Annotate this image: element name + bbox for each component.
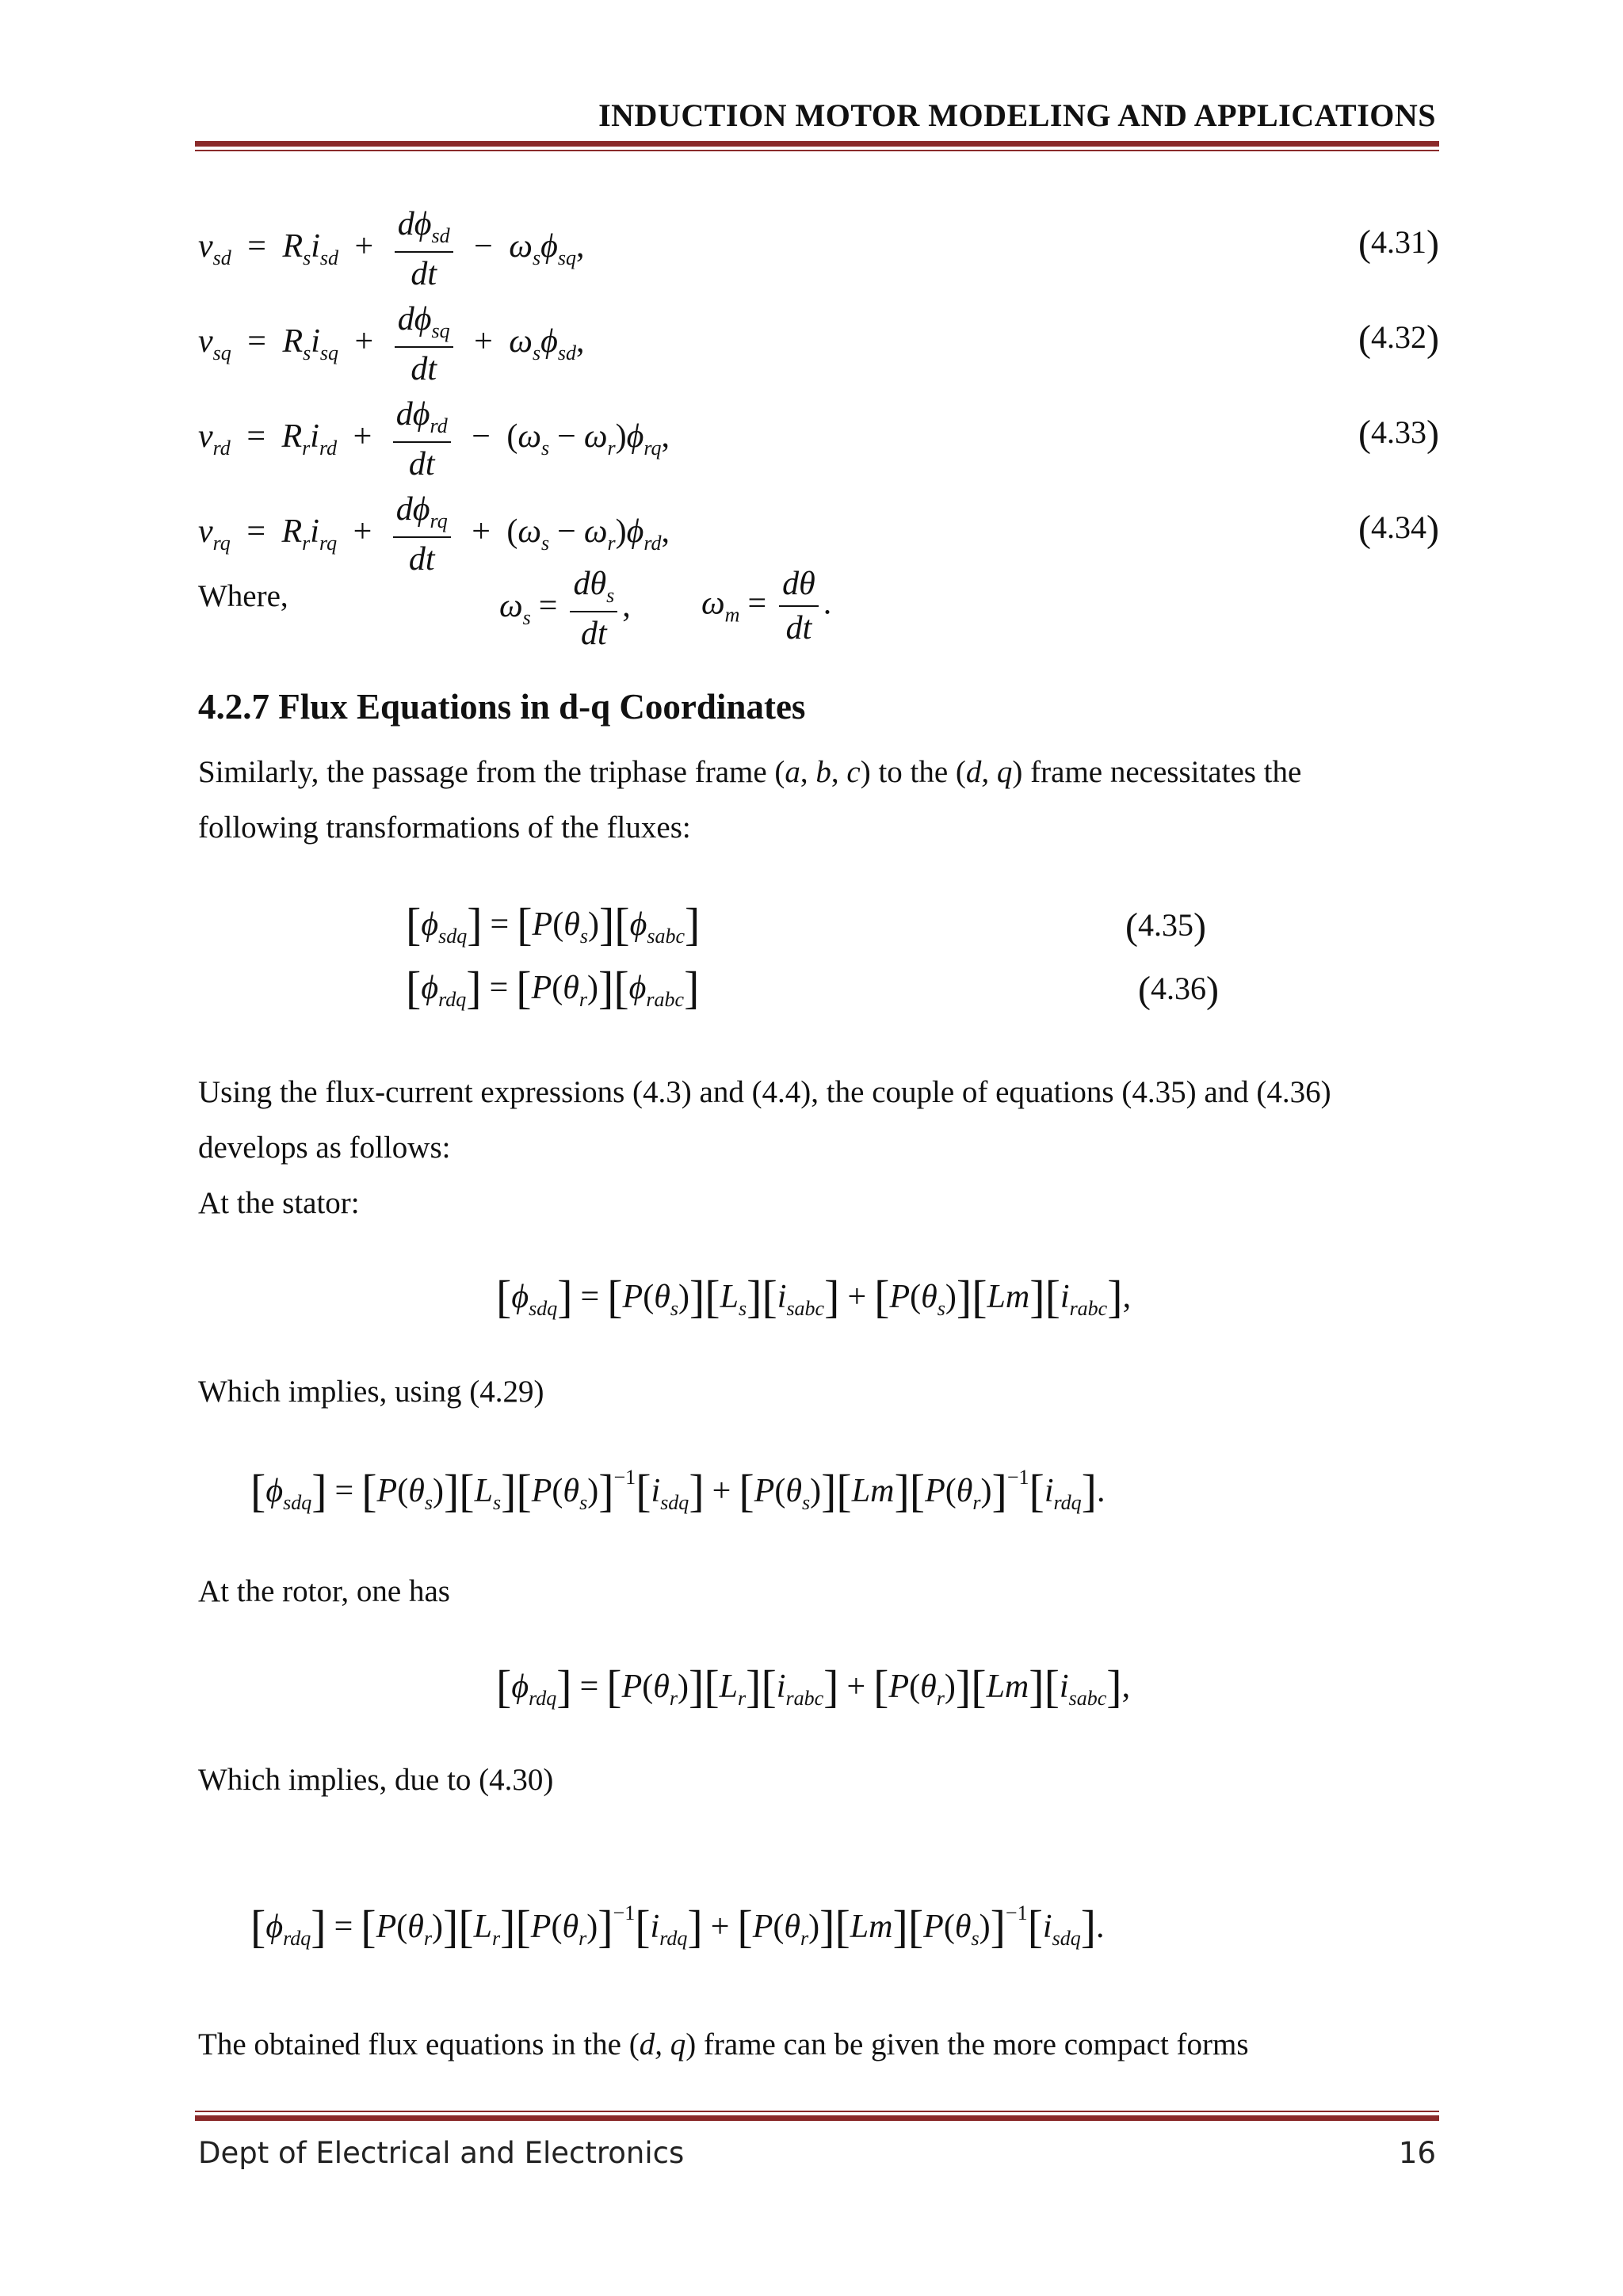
equation-number-4-35: (4.35) — [1125, 906, 1206, 948]
equation-4-35: $[\phi_{sdq}] = [P(\theta_s)][\phi_{sabc}]$ — [406, 898, 701, 950]
footer-rule-thin — [195, 2111, 1439, 2112]
running-header: INDUCTION MOTOR MODELING AND APPLICATIONS — [598, 97, 1436, 133]
equation-number-4-32: (4.32) — [1358, 318, 1439, 360]
page-number: 16 — [1398, 2136, 1436, 2170]
equation-number-4-34: (4.34) — [1358, 508, 1439, 550]
paragraph-1-line-1: Similarly, the passage from the triphase frame (a, b, c) to the (d, q) frame necessitates the — [198, 755, 1302, 789]
section-heading: 4.2.7 Flux Equations in d-q Coordinates — [198, 687, 806, 727]
equation-number-4-36: (4.36) — [1138, 969, 1219, 1011]
footer-department: Dept of Electrical and Electronics — [198, 2136, 685, 2170]
omega-m-definition: $\omega_m$ = $\frac{d\theta}{dt}$ . — [701, 566, 832, 646]
paragraph-2-line-1: Using the flux-current expressions (4.3) and (4.4), the couple of equations (4.35) and (4.36) — [198, 1075, 1331, 1109]
equation-4-32: $v_{sq} = R_si_{sq}$ + $\frac{d\phi_{sq}}{dt}$ + $\omega_s\phi_{sd}$, — [198, 301, 585, 387]
paragraph-1-line-2: following transformations of the fluxes: — [198, 810, 691, 845]
rotor-flux-equation: $[\phi_{rdq}] = [P(\theta_r)][L_r][i_{rabc}] + [P(\theta_r)][Lm][i_{sabc}]$, — [496, 1661, 1131, 1712]
paragraph-4: Which implies, using (4.29) — [198, 1375, 544, 1409]
footer-rule-thick — [195, 2115, 1439, 2121]
paragraph-7: The obtained flux equations in the (d, q) frame can be given the more compact forms — [198, 2027, 1249, 2061]
equation-4-36: $[\phi_{rdq}] = [P(\theta_r)][\phi_{rabc}]$ — [406, 962, 700, 1013]
paragraph-6: Which implies, due to (4.30) — [198, 1763, 554, 1797]
equation-number-4-31: (4.31) — [1358, 223, 1439, 265]
equation-4-31: $v_{sd} = R_si_{sd}$ + $\frac{d\phi_{sd}}{dt}$ − $\omega_s\phi_{sq}$, — [198, 206, 585, 292]
paragraph-5: At the rotor, one has — [198, 1574, 450, 1608]
equation-number-4-33: (4.33) — [1358, 413, 1439, 455]
paragraph-3: At the stator: — [198, 1186, 360, 1220]
header-rule-thick — [195, 141, 1439, 147]
stator-flux-equation: $[\phi_{sdq}] = [P(\theta_s)][L_s][i_{sabc}] + [P(\theta_s)][Lm][i_{rabc}]$, — [496, 1271, 1132, 1322]
paragraph-2-line-2: develops as follows: — [198, 1131, 451, 1165]
equation-4-33: $v_{rd} = R_ri_{rd}$ + $\frac{d\phi_{rd}}{dt}$ − $(\omega_s - \omega_r)\phi_{rq}$, — [198, 396, 670, 482]
equation-4-34: $v_{rq} = R_ri_{rq}$ + $\frac{d\phi_{rq}}{dt}$ + $(\omega_s - \omega_r)\phi_{rd}$, — [198, 491, 670, 578]
where-label: Where, — [198, 579, 288, 613]
rotor-flux-expanded: $[\phi_{rdq}] = [P(\theta_r)][L_r][P(\theta_r)]^{-1}[i_{rdq}] + [P(\theta_r)][Lm][P(\theta_s)]^{-1}[i_{sdq}]$. — [250, 1901, 1105, 1952]
omega-s-definition: $\omega_s$ = $\frac{d\theta_s}{dt}$ , — [499, 566, 631, 652]
stator-flux-expanded: $[\phi_{sdq}] = [P(\theta_s)][L_s][P(\theta_s)]^{-1}[i_{sdq}] + [P(\theta_s)][Lm][P(\theta_r)]^{-1}[i_{rdq}]$. — [250, 1465, 1106, 1516]
header-rule-thin — [195, 150, 1439, 151]
